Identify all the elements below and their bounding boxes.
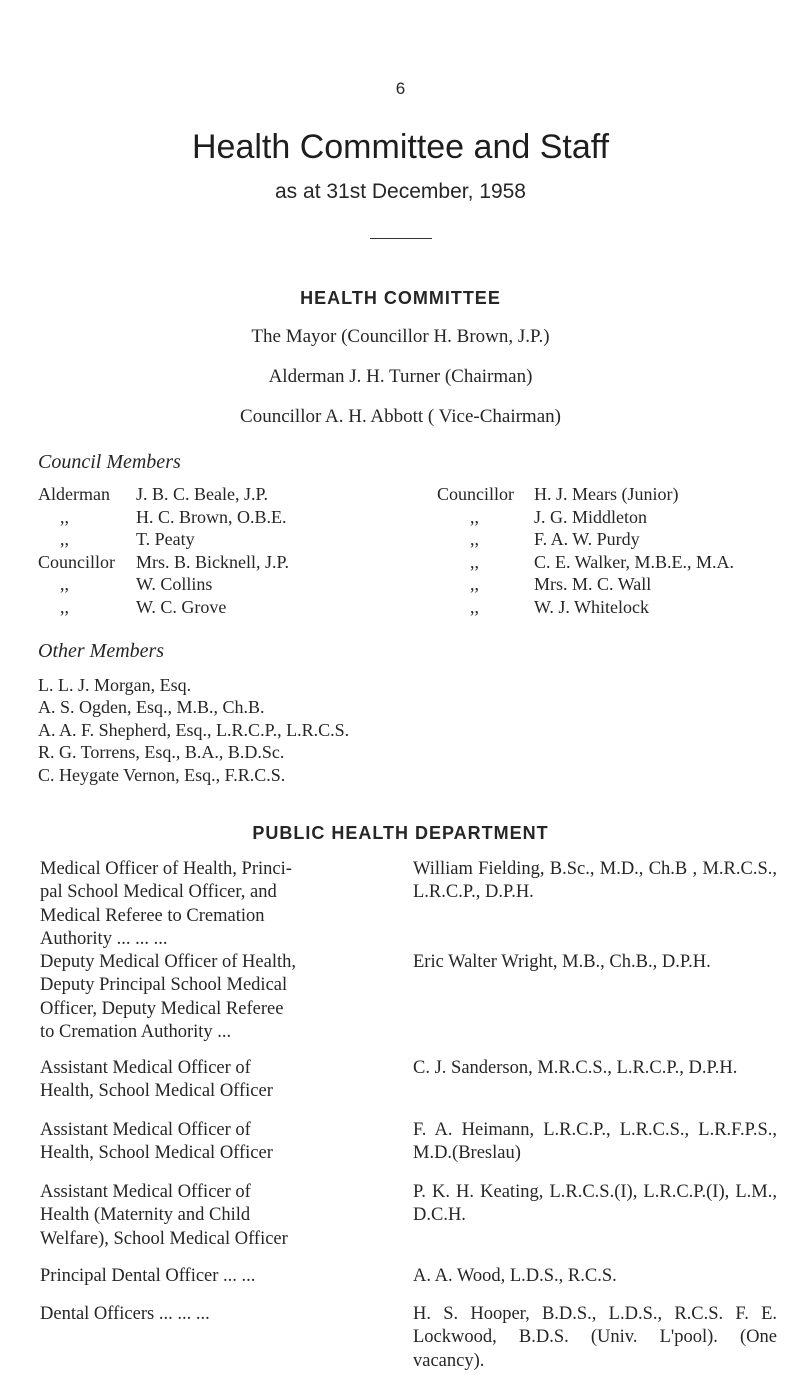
member-name: H. J. Mears (Junior) bbox=[534, 484, 679, 504]
other-member: A. A. F. Shepherd, Esq., L.R.C.P., L.R.C.S. bbox=[38, 719, 350, 740]
council-member bbox=[38, 506, 289, 529]
council-members-heading: Council Members bbox=[38, 451, 181, 473]
other-member: R. G. Torrens, Esq., B.A., B.D.Sc. bbox=[38, 742, 285, 763]
member-name: Mrs. B. Bicknell, J.P. bbox=[136, 551, 290, 572]
council-member bbox=[38, 596, 289, 619]
other-members-heading: Other Members bbox=[38, 640, 165, 662]
post-title-line: Medical Officer of Health, Princi- bbox=[40, 859, 292, 879]
member-prefix: ,, bbox=[470, 529, 479, 549]
post-holder: H. S. Hooper, B.D.S., L.D.S., R.C.S. F. E. Lockwood, B.D.S. (Univ. L'pool). (One vacancy). bbox=[413, 1304, 777, 1371]
health-committee-heading: HEALTH COMMITTEE bbox=[300, 288, 501, 308]
post-title bbox=[40, 951, 340, 1044]
post-title bbox=[40, 1119, 340, 1166]
member-name: W. C. Grove bbox=[136, 596, 227, 617]
post-holder: F. A. Heimann, L.R.C.P., L.R.C.S., L.R.F.P.S., M.D.(Breslau) bbox=[413, 1120, 777, 1164]
member-prefix: Councillor bbox=[38, 551, 115, 572]
post-title-line: pal School Medical Officer, and bbox=[40, 882, 277, 903]
member-prefix: ,, bbox=[60, 529, 69, 549]
other-member: C. Heygate Vernon, Esq., F.R.C.S. bbox=[38, 764, 286, 785]
mayor-line: The Mayor (Councillor H. Brown, J.P.) bbox=[251, 326, 550, 347]
post-title-line: Dental Officers ... ... ... bbox=[40, 1304, 210, 1324]
member-prefix: ,, bbox=[60, 506, 69, 527]
post-title-line: Principal Dental Officer ... ... bbox=[40, 1266, 256, 1286]
council-member bbox=[38, 528, 289, 551]
post-title-line: Assistant Medical Officer of bbox=[40, 1182, 251, 1202]
page-title: Health Committee and Staff bbox=[191, 128, 610, 166]
member-name: J. G. Middleton bbox=[534, 506, 648, 527]
member-name: F. A. W. Purdy bbox=[534, 529, 640, 549]
council-member bbox=[437, 551, 734, 574]
post-title bbox=[40, 1181, 340, 1251]
post-title-line: Health, School Medical Officer bbox=[40, 1081, 273, 1102]
member-prefix: ,, bbox=[60, 596, 69, 617]
council-members-left bbox=[38, 483, 289, 618]
other-member: A. S. Ogden, Esq., M.B., Ch.B. bbox=[38, 697, 265, 718]
council-member bbox=[437, 596, 734, 619]
post-title bbox=[40, 1303, 340, 1326]
member-prefix: ,, bbox=[470, 574, 479, 594]
other-members-list bbox=[38, 674, 349, 786]
member-name: W. Collins bbox=[136, 574, 213, 594]
post-title-line: Assistant Medical Officer of bbox=[40, 1120, 251, 1140]
post-title-line: Officer, Deputy Medical Referee bbox=[40, 998, 284, 1019]
member-prefix: ,, bbox=[60, 574, 69, 594]
council-member bbox=[437, 506, 734, 529]
post-title-line: Deputy Principal School Medical bbox=[40, 975, 288, 996]
post-title-line: Health (Maternity and Child bbox=[40, 1205, 251, 1226]
other-member: L. L. J. Morgan, Esq. bbox=[38, 675, 192, 695]
member-name: T. Peaty bbox=[136, 529, 195, 549]
post-title-line: Assistant Medical Officer of bbox=[40, 1058, 251, 1078]
member-name: C. E. Walker, M.B.E., M.A. bbox=[534, 551, 734, 572]
title-divider bbox=[370, 238, 432, 239]
post-title-line: Deputy Medical Officer of Health, bbox=[40, 952, 296, 972]
council-member bbox=[38, 483, 289, 506]
vice-chairman-line: Councillor A. H. Abbott ( Vice-Chairman) bbox=[240, 406, 561, 427]
council-members-right bbox=[437, 483, 734, 618]
post-holder: C. J. Sanderson, M.R.C.S., L.R.C.P., D.P.H. bbox=[413, 1058, 738, 1078]
post-holder: A. A. Wood, L.D.S., R.C.S. bbox=[413, 1266, 617, 1286]
council-member bbox=[437, 573, 734, 596]
member-prefix: Alderman bbox=[38, 484, 110, 504]
page-subtitle: as at 31st December, 1958 bbox=[275, 180, 526, 203]
post-title-line: Welfare), School Medical Officer bbox=[40, 1228, 288, 1249]
post-title bbox=[40, 1057, 340, 1104]
post-holder: Eric Walter Wright, M.B., Ch.B., D.P.H. bbox=[413, 952, 711, 972]
post-holder: P. K. H. Keating, L.R.C.S.(I), L.R.C.P.(I), L.M., D.C.H. bbox=[413, 1182, 777, 1226]
member-name: W. J. Whitelock bbox=[534, 596, 649, 617]
council-member bbox=[437, 528, 734, 551]
member-prefix: ,, bbox=[470, 596, 479, 617]
post-title-line: Medical Referee to Cremation bbox=[40, 905, 265, 926]
member-prefix: Councillor bbox=[437, 484, 514, 504]
post-title-line: Authority ... ... ... bbox=[40, 928, 168, 949]
post-title bbox=[40, 1265, 340, 1288]
member-prefix: ,, bbox=[470, 551, 479, 572]
member-name: J. B. C. Beale, J.P. bbox=[136, 484, 269, 504]
council-member bbox=[437, 483, 734, 506]
post-holder: William Fielding, B.Sc., M.D., Ch.B , M.R.C.S., L.R.C.P., D.P.H. bbox=[413, 859, 777, 903]
post-title-line: Health, School Medical Officer bbox=[40, 1143, 273, 1164]
member-name: Mrs. M. C. Wall bbox=[534, 574, 652, 594]
council-member bbox=[38, 551, 289, 574]
member-prefix: ,, bbox=[470, 506, 479, 527]
page-number: 6 bbox=[395, 79, 406, 98]
post-title-line: to Cremation Authority ... bbox=[40, 1021, 232, 1042]
post-title bbox=[40, 858, 340, 951]
public-health-heading: PUBLIC HEALTH DEPARTMENT bbox=[252, 823, 549, 843]
chairman-line: Alderman J. H. Turner (Chairman) bbox=[268, 366, 533, 387]
council-member bbox=[38, 573, 289, 596]
member-name: H. C. Brown, O.B.E. bbox=[136, 506, 287, 527]
